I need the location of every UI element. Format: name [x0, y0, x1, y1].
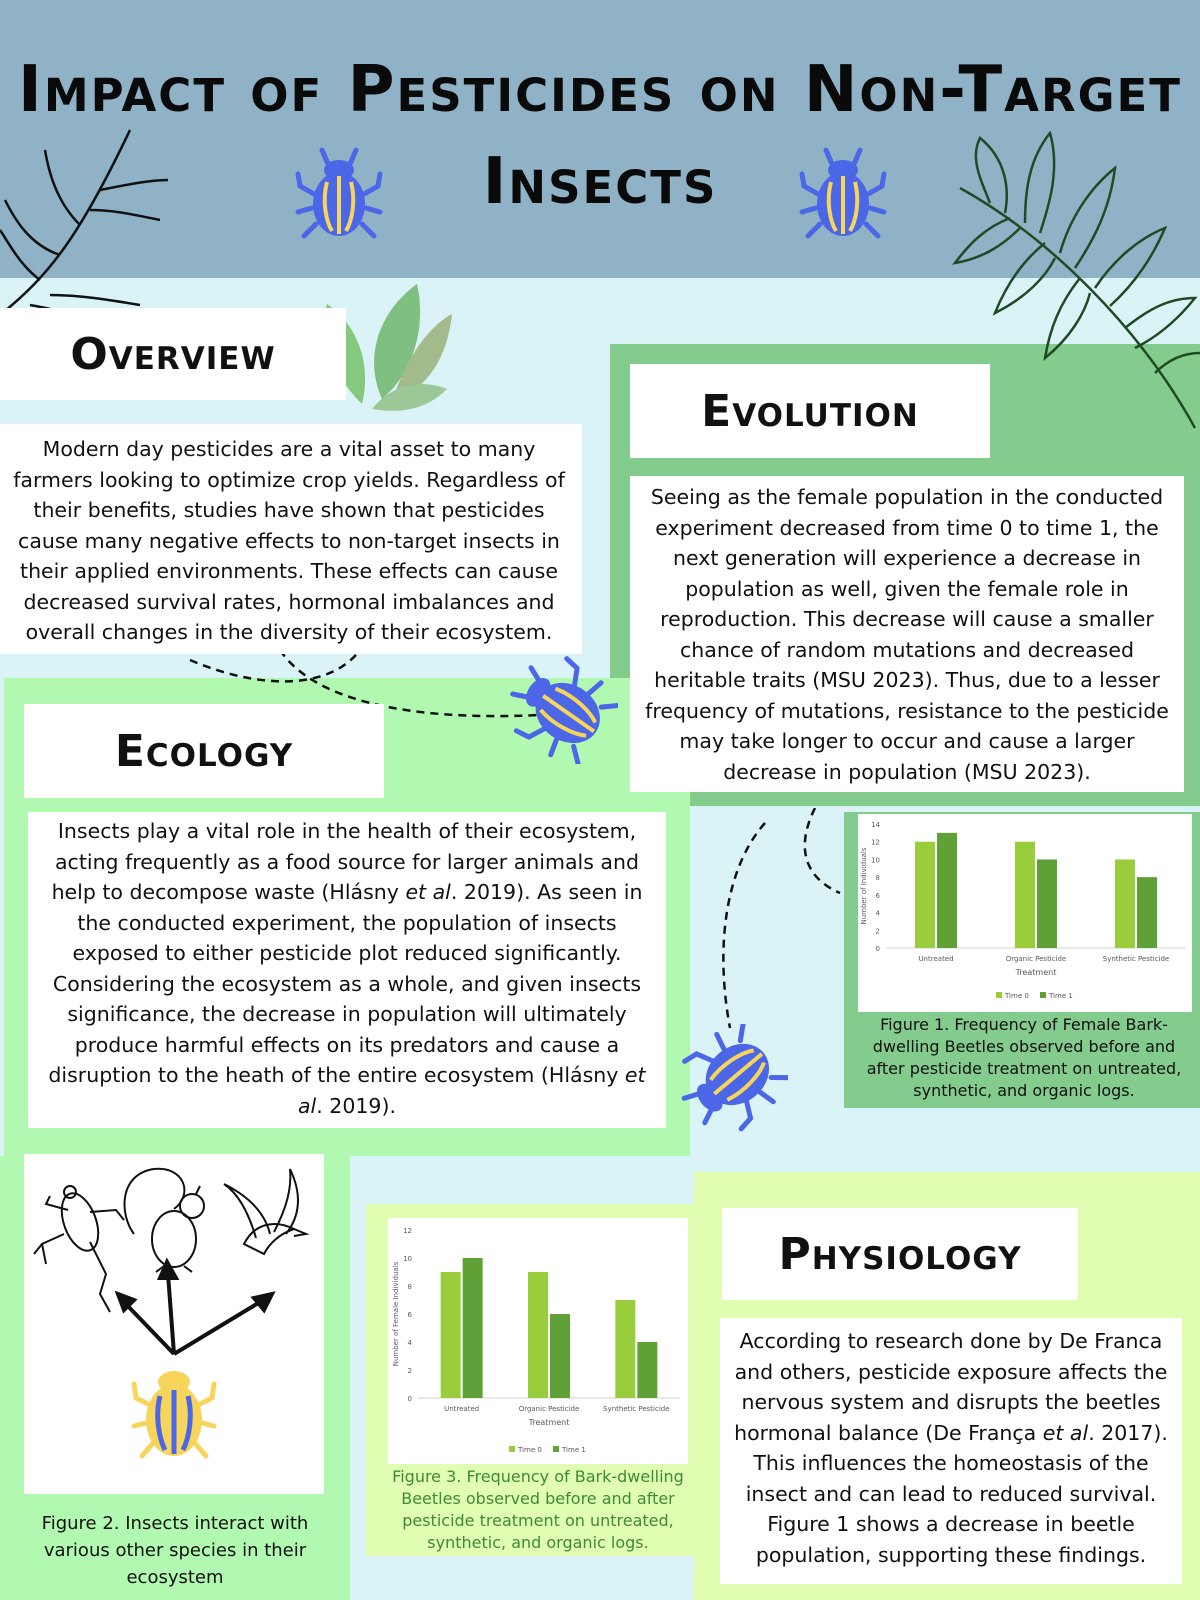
- x-tick-label: Synthetic Pesticide: [1102, 955, 1170, 963]
- y-tick-label: 2: [875, 927, 880, 936]
- y-axis-title: Number of Female Individuals: [392, 1261, 400, 1367]
- figure1-caption: Figure 1. Frequency of Female Bark-dwelling Beetles observed before and after pesticide treatment on untreated, synthetic, and organic logs.: [866, 1015, 1182, 1100]
- ecology-text-italic-1: et al: [405, 880, 451, 904]
- legend-swatch: [509, 1446, 515, 1452]
- bar-time-0: [615, 1300, 635, 1398]
- poster-title: [0, 44, 1200, 228]
- y-axis-title: Number of Individuals: [860, 847, 868, 925]
- x-tick-label: Synthetic Pesticide: [603, 1405, 670, 1413]
- physiology-text: [720, 1318, 1182, 1584]
- legend-swatch: [1040, 992, 1046, 998]
- bar-time-1: [1037, 859, 1057, 948]
- figure1-chart: [858, 814, 1192, 1012]
- y-tick-label: 12: [403, 1227, 412, 1235]
- evolution-heading: [630, 364, 990, 458]
- y-tick-label: 4: [875, 909, 880, 918]
- overview-text: Modern day pesticides are a vital asset to many farmers looking to optimize crop yields. Regardless of their benefits, studies have shown that pesticides cause many negative effects to non-target insects in their applied environments. These effects can cause decreased survival rates, hormonal imbalances and overall changes in the diversity of their ecosystem.: [0, 424, 582, 654]
- physiology-text-b: . 2017). This influences the homeostasis of the insect and can lead to reduced survival. Figure 1 shows a decrease in beetle population, supporting these findings.: [745, 1420, 1168, 1567]
- ecology-text-b: . 2019). As seen in the conducted experiment, the population of insects exposed to either pesticide plot reduced significantly. Considering the ecosystem as a whole, and given insects significance, the decrease in population will ultimately produce harmful effects on its predators and cause a disruption to the heath of the entire ecosystem (Hlásny: [48, 880, 643, 1087]
- legend-label: Time 1: [562, 1446, 586, 1454]
- ecology-text-c: . 2019).: [316, 1093, 396, 1118]
- overview-heading-text: Overview: [70, 328, 276, 380]
- ecology-text-a: Insects play a vital role in the health of their ecosystem, acting frequently as a food source for larger animals and help to decompose waste (Hlásny: [51, 819, 639, 904]
- figure1-chart-box: [858, 814, 1192, 1012]
- evolution-text: Seeing as the female population in the conducted experiment decreased from time 0 to time 1, the next generation will experience a decrease in population as well, given the female role in reproduction. This decrease will cause a smaller chance of random mutations and decreased heritable traits (MSU 2023). Thus, due to a lesser frequency of mutations, resistance to the pesticide may take longer to occur and cause a larger decrease in population (MSU 2023).: [630, 476, 1184, 792]
- y-tick-label: 0: [875, 945, 880, 953]
- dashed-path-decoration-2: [705, 808, 845, 1038]
- y-tick-label: 14: [871, 821, 880, 829]
- y-tick-label: 8: [407, 1283, 412, 1291]
- y-tick-label: 6: [875, 891, 880, 900]
- x-axis-title: Treatment: [1015, 968, 1057, 977]
- title-line-2: Insects: [482, 145, 718, 219]
- beetle-icon-food-web: [134, 1371, 214, 1456]
- x-tick-label: Untreated: [444, 1405, 480, 1413]
- y-tick-label: 2: [407, 1367, 412, 1375]
- arrows-icon: [118, 1262, 272, 1354]
- bar-time-0: [441, 1272, 461, 1398]
- x-tick-label: Organic Pesticide: [1005, 955, 1067, 963]
- figure3-chart: [388, 1218, 688, 1464]
- x-axis-title: Treatment: [528, 1418, 570, 1427]
- ecology-heading: [24, 704, 384, 798]
- y-tick-label: 10: [871, 856, 880, 865]
- overview-heading: [0, 308, 346, 400]
- physiology-text-a: According to research done by De Franca and others, pesticide exposure affects the nervous system and disrupts the beetles hormonal balance (De França: [734, 1329, 1168, 1445]
- food-web-drawing: [24, 1154, 324, 1494]
- x-tick-label: Organic Pesticide: [518, 1405, 580, 1413]
- y-tick-label: 8: [875, 874, 880, 883]
- bar-time-1: [937, 833, 957, 948]
- bar-time-0: [1115, 859, 1135, 948]
- bar-time-0: [528, 1272, 548, 1398]
- title-line-1: Impact of Pesticides on Non-Target: [18, 53, 1182, 127]
- figure3-chart-box: [388, 1218, 688, 1464]
- y-tick-label: 4: [407, 1339, 412, 1347]
- legend-swatch: [553, 1446, 559, 1452]
- physiology-heading-text: Physiology: [778, 1228, 1022, 1280]
- ecology-text: [28, 812, 666, 1128]
- y-tick-label: 10: [403, 1255, 412, 1263]
- squirrel-icon: [124, 1169, 204, 1272]
- bar-time-1: [550, 1314, 570, 1398]
- bar-time-0: [1015, 842, 1035, 948]
- y-tick-label: 0: [407, 1395, 412, 1403]
- figure2-illustration: [24, 1154, 324, 1494]
- ecology-heading-text: Ecology: [114, 725, 294, 777]
- bar-time-1: [637, 1342, 657, 1398]
- frog-icon: [34, 1186, 124, 1312]
- legend-label: Time 1: [1049, 992, 1073, 1000]
- bar-time-1: [463, 1258, 483, 1398]
- bird-icon: [224, 1169, 306, 1254]
- legend-swatch: [996, 992, 1002, 998]
- beetle-icon-mid: [506, 654, 618, 764]
- legend-label: Time 0: [518, 1446, 542, 1454]
- ecology-text-italic-2: et al: [298, 1063, 646, 1118]
- y-tick-label: 6: [407, 1311, 412, 1319]
- evolution-heading-text: Evolution: [701, 385, 919, 437]
- physiology-text-italic: et al: [1042, 1420, 1089, 1445]
- legend-label: Time 0: [1005, 992, 1029, 1000]
- beetle-icon-lower: [676, 1024, 788, 1134]
- bar-time-0: [915, 842, 935, 948]
- x-tick-label: Untreated: [918, 955, 954, 963]
- bar-time-1: [1137, 877, 1157, 948]
- y-tick-label: 12: [871, 838, 880, 847]
- physiology-heading: [722, 1208, 1078, 1300]
- figure3-caption: Figure 3. Frequency of Bark-dwelling Beetles observed before and after pesticide treatment on untreated, synthetic, and organic logs.: [392, 1467, 684, 1552]
- figure2-caption: Figure 2. Insects interact with various other species in their ecosystem: [41, 1513, 309, 1588]
